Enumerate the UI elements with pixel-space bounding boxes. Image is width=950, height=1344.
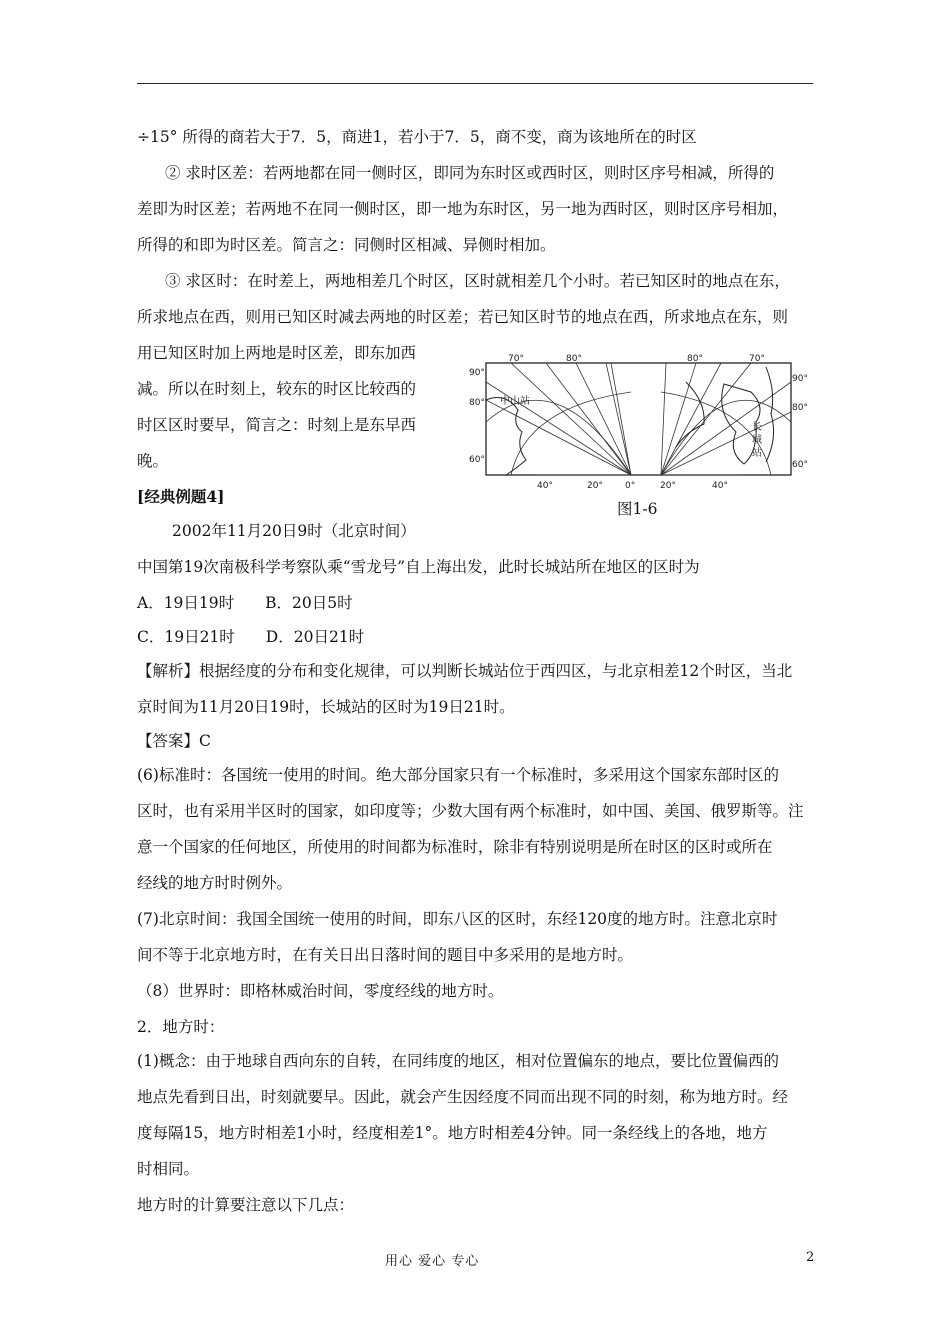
section-heading: 2．地方时： [137,1018,225,1036]
text-line: ② 求时区差：若两地都在同一侧时区，即同为东时区或西时区，则时区序号相减，所得的 [165,164,775,182]
lon-label: 20° [587,481,603,491]
text-line: 度每隔15，地方时相差1小时，经度相差1°。地方时相差4分钟。同一条经线上的各地，地方 [137,1124,768,1142]
changcheng-station-label-2: 城 [752,435,762,446]
lat-label: 90° [792,374,808,384]
lon-label: 70° [508,354,524,364]
lon-label: 70° [749,354,765,364]
changcheng-station-label-1: 长 [752,422,762,433]
text-line: 减。所以在时刻上，较东的时区比较西的 [137,380,417,398]
text-line: 时相同。 [137,1160,200,1178]
lon-label: 20° [660,481,676,491]
meridian-lines [486,363,791,475]
text-line: 间不等于北京地方时，在有关日出日落时间的题目中多采用的是地方时。 [137,946,634,964]
text-line: (6)标准时：各国统一使用的时间。绝大部分国家只有一个标准时，多采用这个国家东部时区的 [137,766,779,784]
option-line: A．19日19时 B．20日5时 [137,594,353,612]
text-line: (7)北京时间：我国全国统一使用的时间，即东八区的区时，东经120度的地方时。注意北京时 [137,910,778,928]
text-line: 时区区时要早，简言之：时刻上是东早西 [137,416,417,434]
text-line: （8）世界时：即格林威治时间，零度经线的地方时。 [137,982,504,1000]
changcheng-station-label-3: 站 [752,448,762,459]
text-line: (1)概念：由于地球自西向东的自转，在同纬度的地区，相对位置偏东的地点，要比位置偏西的 [137,1052,779,1070]
text-line: 所得的和即为时区差。简言之：同侧时区相减、异侧时相加。 [137,236,556,254]
map-frame [486,363,791,475]
lat-label: 60° [469,455,485,465]
text-line: 晚。 [137,452,169,470]
lon-label: 80° [687,354,703,364]
text-line: ③ 求区时：在时差上，两地相差几个时区，区时就相差几个小时。若已知区时的地点在东， [165,272,790,290]
lat-label: 80° [469,398,485,408]
text-line: 地方时的计算要注意以下几点： [137,1196,355,1214]
header-rule [137,83,813,84]
text-line: 地点先看到日出，时刻就要早。因此，就会产生因经度不同而出现不同的时刻，称为地方时。经 [137,1088,789,1106]
antarctic-map-figure [466,352,811,492]
zhongshan-station-label: 中山站 [500,396,530,407]
text-line: 差即为时区差；若两地不在同一侧时区，即一地为东时区，另一地为西时区，则时区序号相加， [137,200,789,218]
text-line: 区时，也有采用半区时的国家，如印度等；少数大国有两个标准时，如中国、美国、俄罗斯等。注 [137,802,804,820]
figure-caption: 图1-6 [617,500,658,518]
text-line: 所求地点在西，则用已知区时减去两地的时区差；若已知区时节的地点在西，所求地点在东，则 [137,308,789,326]
option-line: C．19日21时 D．20日21时 [137,628,365,646]
lon-label: 40° [537,481,553,491]
text-line: 用已知区时加上两地是时区差，即东加西 [137,344,417,362]
text-line: 【解析】根据经度的分布和变化规律，可以判断长城站位于西四区，与北京相差12个时区，当北 [137,662,793,680]
lon-label: 0° [625,481,636,491]
text-line: 京时间为11月20日19时，长城站的区时为19日21时。 [137,698,515,716]
answer-line: 【答案】C [137,732,211,750]
lat-label: 80° [792,403,808,413]
coastline [486,367,774,475]
lat-label: 60° [792,460,808,470]
question-stem: 中国第19次南极科学考察队乘“雪龙号”自上海出发，此时长城站所在地区的区时为 [137,558,700,576]
lon-label: 40° [712,481,728,491]
text-line: 意一个国家的任何地区，所使用的时间都为标准时，除非有特别说明是所在时区的区时或所在 [137,838,773,856]
text-line: 2002年11月20日9时（北京时间） [172,522,416,540]
text-line: ÷15° 所得的商若大于7．5，商进1，若小于7．5，商不变，商为该地所在的时区 [137,128,697,146]
lat-label: 90° [469,368,485,378]
lon-label: 80° [566,354,582,364]
text-line: 经线的地方时时例外。 [137,874,293,892]
example-heading: [经典例题4] [137,487,225,506]
page-number: 2 [806,1250,815,1265]
footer-text: 用心 爱心 专心 [385,1254,480,1269]
